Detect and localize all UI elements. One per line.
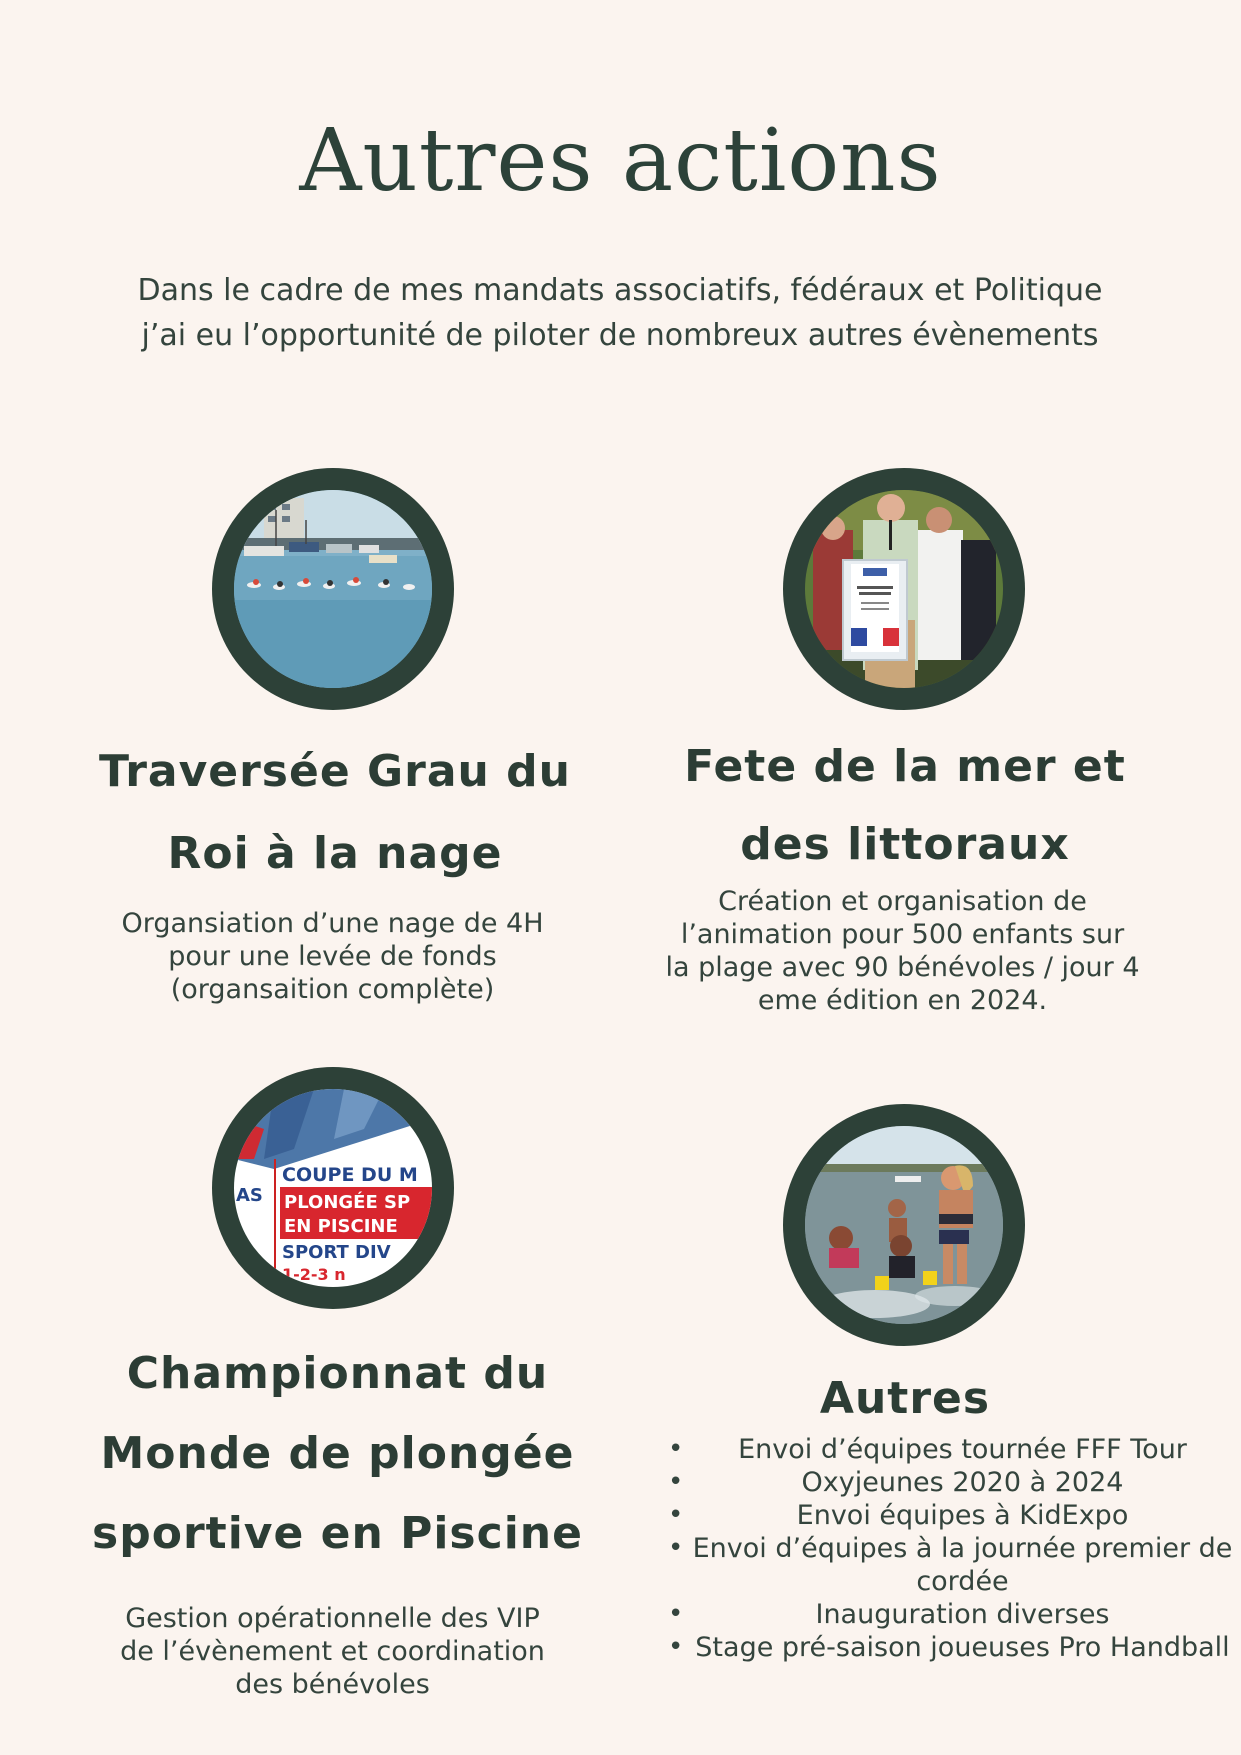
desc-fete: Création et organisation de l’animation pour 500 enfants sur la plage avec 90 bénévoles / jour 4 eme édition en 2024. (665, 886, 1140, 1016)
heading-fete-line2: des littoraux (740, 819, 1070, 870)
list-item: • Envoi équipes à KidExpo (650, 1499, 1235, 1532)
heading-championnat-line1: Championnat du (126, 1348, 549, 1399)
fete-photo (805, 490, 1003, 688)
heading-championnat-line3: sportive en Piscine (92, 1508, 583, 1559)
heading-traversee-line1: Traversée Grau du (99, 746, 571, 797)
heading-autres: Autres (819, 1373, 991, 1424)
swim-photo (234, 490, 432, 688)
list-item: • Inauguration diverses (650, 1598, 1235, 1631)
poster-line5: 1-2-3 n (282, 1265, 346, 1284)
list-item: • Envoi d’équipes tournée FFF Tour (650, 1433, 1235, 1466)
fete-photo-frame (783, 468, 1025, 710)
heading-championnat-line2: Monde de plongée (100, 1428, 575, 1479)
autres-list (650, 1433, 1235, 1664)
poster-line1: COUPE DU M (282, 1164, 418, 1186)
page-title: Autres actions (299, 111, 942, 211)
plongee-poster (234, 1089, 432, 1287)
swim-photo-frame (212, 468, 454, 710)
heading-traversee-line2: Roi à la nage (167, 828, 503, 879)
poster-line4: SPORT DIV (282, 1242, 391, 1263)
list-item: • Stage pré-saison joueuses Pro Handball (650, 1631, 1235, 1664)
heading-traversee (80, 731, 590, 895)
heading-fete (650, 728, 1160, 884)
list-item: • Envoi d’équipes à la journée premier de cordée (650, 1532, 1235, 1598)
poster-line2: PLONGÉE SP (284, 1192, 411, 1213)
poster-logo: AS (236, 1185, 263, 1206)
heading-fete-line1: Fete de la mer et (684, 741, 1126, 792)
heading-championnat (85, 1334, 590, 1574)
beach-photo-frame (783, 1104, 1025, 1346)
intro-text: Dans le cadre de mes mandats associatifs, fédéraux et Politique j’ai eu l’opportunité de piloter de nombreux autres évènements (137, 273, 1103, 353)
poster-line3: EN PISCINE (284, 1216, 398, 1237)
beach-photo (805, 1126, 1003, 1324)
desc-championnat: Gestion opérationnelle des VIP de l’évènement et coordination des bénévoles (120, 1603, 545, 1700)
list-item: • Oxyjeunes 2020 à 2024 (650, 1466, 1235, 1499)
desc-traversee: Organsiation d’une nage de 4H pour une levée de fonds (organsaition complète) (121, 908, 544, 1005)
plongee-poster-frame (212, 1067, 454, 1309)
